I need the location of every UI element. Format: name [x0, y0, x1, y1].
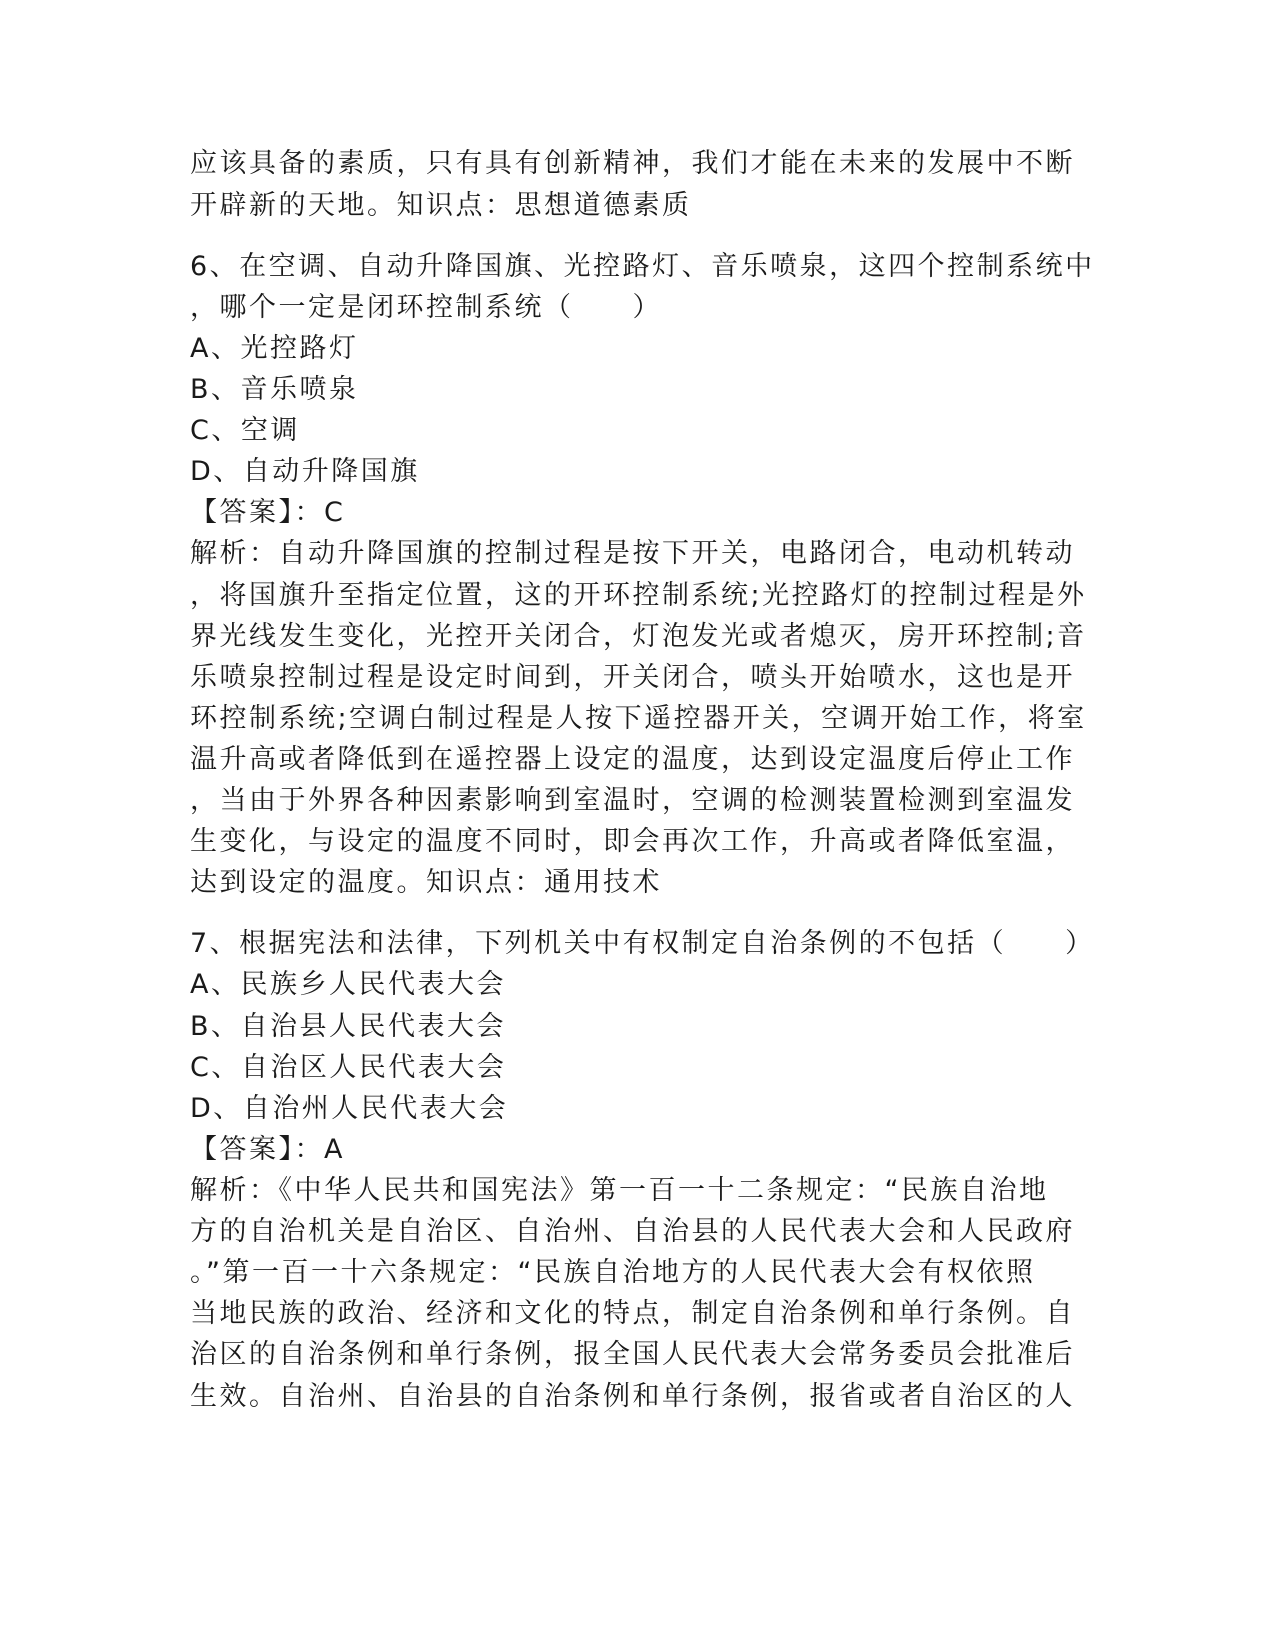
answer-label: 【答案】：A [190, 1134, 345, 1165]
text-line: 应该具备的素质，只有具有创新精神，我们才能在未来的发展中不断 [190, 148, 1075, 179]
explanation-line: 温升高或者降低到在遥控器上设定的温度，达到设定温度后停止工作 [190, 744, 1075, 775]
explanation-line: 方的自治机关是自治区、自治州、自治县的人民代表大会和人民政府 [190, 1216, 1075, 1247]
question-6-stem: ，哪个一定是闭环控制系统（ ） [190, 292, 662, 323]
explanation-line: 生变化，与设定的温度不同时，即会再次工作，升高或者降低室温， [190, 826, 1075, 857]
explanation-line: 解析：《中华人民共和国宪法》第一百一十二条规定：“民族自治地 [190, 1175, 1049, 1206]
option-b: B、自治县人民代表大会 [190, 1011, 507, 1042]
question-6-stem: 6、在空调、自动升降国旗、光控路灯、音乐喷泉，这四个控制系统中 [190, 251, 1095, 282]
explanation-line: 乐喷泉控制过程是设定时间到，开关闭合，喷头开始喷水，这也是开 [190, 662, 1075, 693]
answer-label: 【答案】：C [190, 497, 346, 528]
option-c: C、自治区人民代表大会 [190, 1052, 507, 1083]
explanation-line: 界光线发生变化，光控开关闭合，灯泡发光或者熄灭，房开环控制;音 [190, 621, 1087, 652]
option-a: A、民族乡人民代表大会 [190, 969, 506, 1000]
explanation-line: 治区的自治条例和单行条例，报全国人民代表大会常务委员会批准后 [190, 1339, 1075, 1370]
explanation-line: 当地民族的政治、经济和文化的特点，制定自治条例和单行条例。自 [190, 1298, 1075, 1329]
question-7-stem: 7、根据宪法和法律，下列机关中有权制定自治条例的不包括（ ） [190, 928, 1095, 959]
option-b: B、音乐喷泉 [190, 374, 359, 405]
explanation-line: 达到设定的温度。知识点：通用技术 [190, 867, 662, 898]
option-d: D、自治州人民代表大会 [190, 1093, 509, 1124]
explanation-line: ，将国旗升至指定位置，这的开环控制系统;光控路灯的控制过程是外 [190, 580, 1087, 611]
option-d: D、自动升降国旗 [190, 456, 420, 487]
explanation-line: 解析：自动升降国旗的控制过程是按下开关，电路闭合，电动机转动 [190, 538, 1075, 569]
explanation-line: 环控制系统;空调白制过程是人按下遥控器开关，空调开始工作，将室 [190, 703, 1087, 734]
text-line: 开辟新的天地。知识点：思想道德素质 [190, 190, 692, 221]
explanation-line: 生效。自治州、自治县的自治条例和单行条例，报省或者自治区的人 [190, 1381, 1075, 1412]
option-a: A、光控路灯 [190, 333, 359, 364]
explanation-line: 。”第一百一十六条规定：“民族自治地方的人民代表大会有权依照 [190, 1257, 1036, 1288]
option-c: C、空调 [190, 415, 300, 446]
explanation-line: ，当由于外界各种因素影响到室温时，空调的检测装置检测到室温发 [190, 785, 1075, 816]
